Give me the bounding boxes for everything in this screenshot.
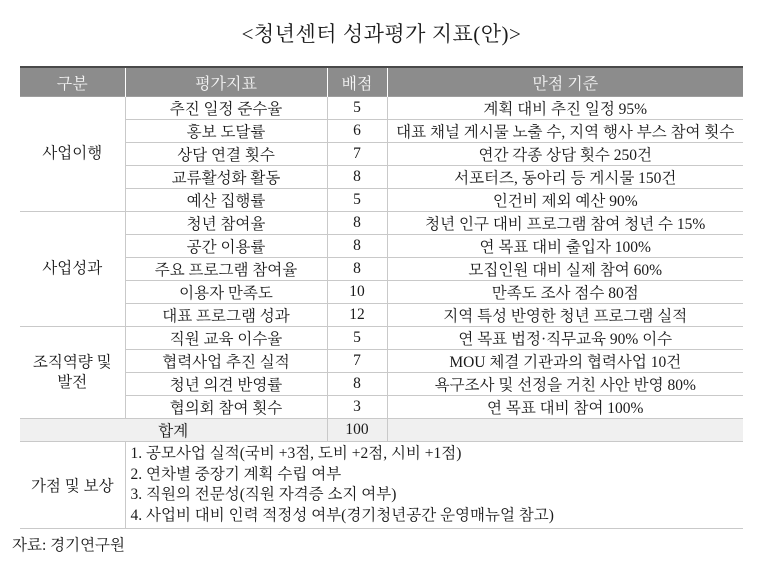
criteria-cell: 청년 인구 대비 프로그램 참여 청년 수 15% [387, 212, 743, 235]
total-row [20, 419, 743, 442]
table-row [20, 189, 743, 212]
criteria-cell: 연 목표 법정·직무교육 90% 이수 [387, 327, 743, 350]
criteria-cell: 연 목표 대비 참여 100% [387, 396, 743, 419]
table-row [20, 120, 743, 143]
table-row [20, 304, 743, 327]
criteria-cell: 지역 특성 반영한 청년 프로그램 실적 [387, 304, 743, 327]
total-label: 합계 [20, 419, 327, 442]
table-row [20, 212, 743, 235]
criteria-cell: 연 목표 대비 출입자 100% [387, 235, 743, 258]
group-label-performance: 사업성과 [20, 212, 125, 327]
bonus-item-4: 4. 사업비 대비 인력 적정성 여부(경기청년공간 운영매뉴얼 참고) [130, 506, 554, 524]
indicator-cell: 청년 참여율 [125, 212, 327, 235]
indicator-cell: 직원 교육 이수율 [125, 327, 327, 350]
group-label-capacity: 조직역량 및 발전 [20, 327, 125, 419]
score-cell: 10 [327, 281, 387, 304]
score-cell: 6 [327, 120, 387, 143]
total-score: 100 [327, 419, 387, 442]
score-cell: 8 [327, 212, 387, 235]
table-header-row [20, 67, 743, 97]
page-title: <청년센터 성과평가 지표(안)> [241, 22, 522, 46]
table-row [20, 396, 743, 419]
evaluation-table [20, 66, 743, 529]
criteria-cell: MOU 체결 기관과의 협력사업 10건 [387, 350, 743, 373]
indicator-cell: 추진 일정 준수율 [125, 97, 327, 120]
indicator-cell: 대표 프로그램 성과 [125, 304, 327, 327]
bonus-content [125, 442, 743, 529]
table-row [20, 373, 743, 396]
score-cell: 7 [327, 143, 387, 166]
indicator-cell: 이용자 만족도 [125, 281, 327, 304]
header-score: 배점 [327, 67, 387, 97]
bonus-item-2: 2. 연차별 중장기 계획 수립 여부 [130, 465, 342, 483]
indicator-cell: 홍보 도달률 [125, 120, 327, 143]
table-row [20, 350, 743, 373]
table-row [20, 281, 743, 304]
criteria-cell: 계획 대비 추진 일정 95% [387, 97, 743, 120]
score-cell: 8 [327, 373, 387, 396]
score-cell: 12 [327, 304, 387, 327]
indicator-cell: 주요 프로그램 참여율 [125, 258, 327, 281]
criteria-cell: 욕구조사 및 선정을 거친 사안 반영 80% [387, 373, 743, 396]
score-cell: 8 [327, 235, 387, 258]
table-row [20, 143, 743, 166]
bonus-label: 가점 및 보상 [20, 442, 125, 529]
table-row [20, 166, 743, 189]
table-row [20, 97, 743, 120]
header-indicator: 평가지표 [125, 67, 327, 97]
score-cell: 3 [327, 396, 387, 419]
score-cell: 5 [327, 327, 387, 350]
source-note: 자료: 경기연구원 [12, 537, 125, 554]
indicator-cell: 협의회 참여 횟수 [125, 396, 327, 419]
total-criteria [387, 419, 743, 442]
indicator-cell: 상담 연결 횟수 [125, 143, 327, 166]
group-label-implementation: 사업이행 [20, 97, 125, 212]
score-cell: 5 [327, 97, 387, 120]
criteria-cell: 인건비 제외 예산 90% [387, 189, 743, 212]
header-category: 구분 [20, 67, 125, 97]
indicator-cell: 청년 의견 반영률 [125, 373, 327, 396]
indicator-cell: 교류활성화 활동 [125, 166, 327, 189]
criteria-cell: 연간 각종 상담 횟수 250건 [387, 143, 743, 166]
criteria-cell: 모집인원 대비 실제 참여 60% [387, 258, 743, 281]
indicator-cell: 공간 이용률 [125, 235, 327, 258]
table-row [20, 235, 743, 258]
score-cell: 8 [327, 166, 387, 189]
score-cell: 5 [327, 189, 387, 212]
score-cell: 7 [327, 350, 387, 373]
table-row [20, 258, 743, 281]
bonus-item-3: 3. 직원의 전문성(직원 자격증 소지 여부) [130, 486, 397, 503]
criteria-cell: 대표 채널 게시물 노출 수, 지역 행사 부스 참여 횟수 [387, 120, 743, 143]
table-row [20, 327, 743, 350]
header-criteria: 만점 기준 [387, 67, 743, 97]
indicator-cell: 협력사업 추진 실적 [125, 350, 327, 373]
bonus-item-1: 1. 공모사업 실적(국비 +3점, 도비 +2점, 시비 +1점) [130, 445, 462, 462]
indicator-cell: 예산 집행률 [125, 189, 327, 212]
bonus-row [20, 442, 743, 529]
criteria-cell: 만족도 조사 점수 80점 [387, 281, 743, 304]
criteria-cell: 서포터즈, 동아리 등 게시물 150건 [387, 166, 743, 189]
score-cell: 8 [327, 258, 387, 281]
